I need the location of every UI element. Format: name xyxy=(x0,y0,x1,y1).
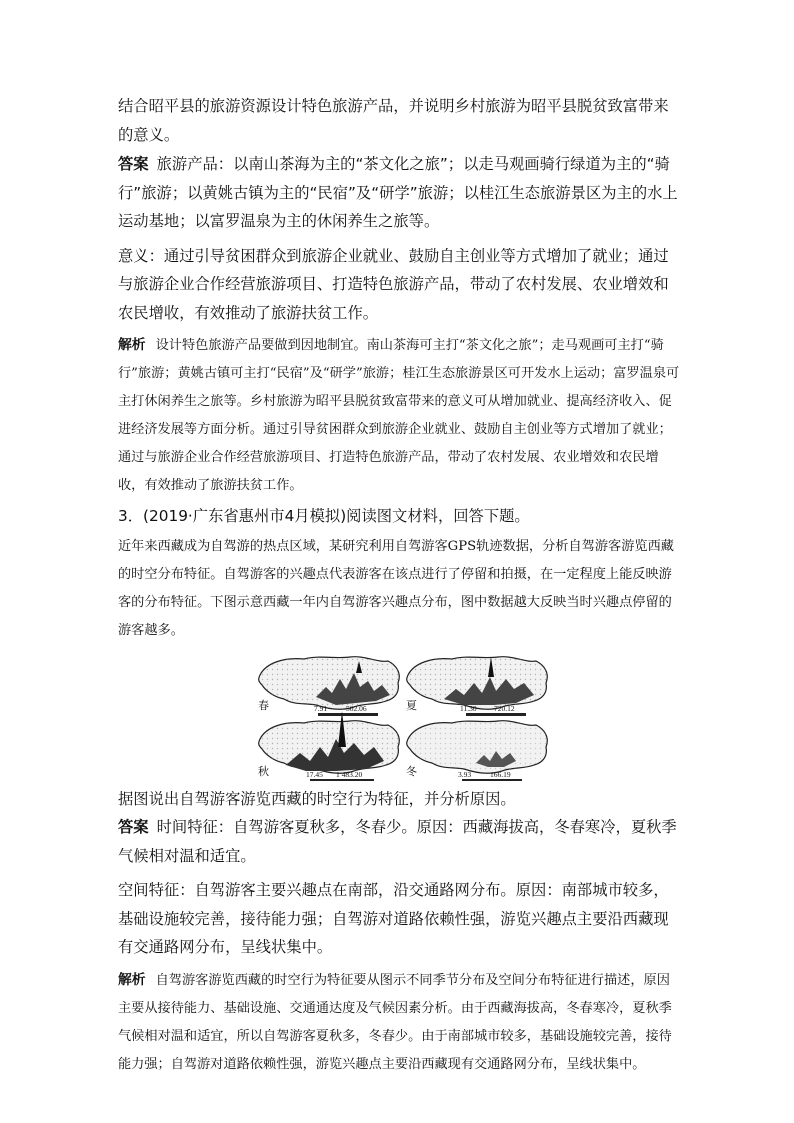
legend-bar xyxy=(318,713,378,716)
q3-question: 据图说出自驾游客游览西藏的时空行为特征，并分析原因。 xyxy=(118,789,516,808)
q2-explanation-text: 设计特色旅游产品要做到因地制宜。南山茶海可主打“茶文化之旅”；走马观画可主打“骑行”旅游；黄姚古镇可主打“民宿”及“研学”旅游；桂江生态旅游景区可开发水上运动；富罗温泉可主打休闲养生之旅等。乡村旅游为昭平县脱贫致富带来的意义可从增加就业、提高经济收入、促进经济发展等方面分析。通过引导贫困群众到旅游企业就业、鼓励自主创业等方式增加了就业；通过与旅游企业合作经营旅游项目、打造特色旅游产品，带动了农村发展、农业增效和农民增收，有效推动了旅游扶贫工作。 xyxy=(118,338,680,493)
q3-answer xyxy=(118,813,683,870)
max-value-spring: 502.06 xyxy=(346,703,367,713)
legend-bar xyxy=(462,779,522,781)
legend-bar xyxy=(310,779,374,781)
season-label-summer: 夏 xyxy=(406,698,417,712)
min-value-summer: 11.30 xyxy=(460,703,477,713)
q2-significance: 意义：通过引导贫困群众到旅游企业就业、鼓励自主创业等方式增加了就业；通过与旅游企业合作经营旅游项目、打造特色旅游产品，带动了农村发展、农业增效和农民增收，有效推动了旅游扶贫工作。 xyxy=(118,246,669,322)
panel-spring xyxy=(258,656,399,715)
q2-answer-label: 答案 xyxy=(118,155,149,173)
q3-material: 近年来西藏成为自驾游的热点区域，某研究利用自驾游客GPS轨迹数据，分析自驾游客游览西藏的时空分布特征。自驾游客的兴趣点代表游客在该点进行了停留和拍摄，在一定程度上能反映游客的分布特征。下图示意西藏一年内自驾游客兴趣点分布，图中数据越大反映当时兴趣点停留的游客越多。 xyxy=(118,538,674,638)
q3-answer-time: 时间特征：自驾游客夏秋多，冬春少。原因：西藏海拔高，冬春寒冷，夏秋季气候相对温和适宜。 xyxy=(118,818,677,865)
min-value-autumn: 17.45 xyxy=(306,769,323,779)
season-label-spring: 春 xyxy=(258,698,269,712)
legend-bar xyxy=(466,713,526,716)
q2-explanation-label: 解析 xyxy=(118,337,146,353)
q2-answer xyxy=(118,150,683,236)
panel-autumn xyxy=(258,711,399,781)
panel-winter xyxy=(406,720,547,780)
q3-heading: 3．(2019·广东省惠州市4月模拟)阅读图文材料，回答下题。 xyxy=(118,507,530,525)
max-value-summer: 720.12 xyxy=(494,703,515,713)
q2-prompt: 结合昭平县的旅游资源设计特色旅游产品，并说明乡村旅游为昭平县脱贫致富带来的意义。 xyxy=(118,97,669,144)
q3-answer-label: 答案 xyxy=(118,818,149,836)
q3-answer-space: 空间特征：自驾游客主要兴趣点在南部，沿交通路网分布。原因：南部城市较多，基础设施较完善，接待能力强；自驾游对道路依赖性强，游览兴趣点主要沿西藏现有交通路网分布，呈线状集中。 xyxy=(118,881,669,956)
min-value-winter: 3.93 xyxy=(458,769,472,779)
max-value-winter: 166.19 xyxy=(490,769,511,779)
q3-explanation-label: 解析 xyxy=(118,971,146,988)
q3-explanation-text: 自驾游客游览西藏的时空行为特征要从图示不同季节分布及空间分布特征进行描述，原因主要从接待能力、基础设施、交通通达度及气候因素分析。由于西藏海拔高，冬春寒冷，夏秋季气候相对温和适宜，所以自驾游客夏秋多，冬春少。由于南部城市较多，基础设施较完善，接待能力强；自驾游对道路依赖性强，游览兴趣点主要沿西藏现有交通路网分布，呈线状集中。 xyxy=(118,972,672,1072)
season-label-autumn: 秋 xyxy=(258,764,269,778)
season-label-winter: 冬 xyxy=(406,764,417,778)
document-page xyxy=(118,92,683,1079)
tibet-interest-point-maps xyxy=(118,651,683,781)
q2-explanation xyxy=(118,331,683,500)
min-value-spring: 7.91 xyxy=(314,703,328,713)
max-value-autumn: 1 483.20 xyxy=(336,769,363,779)
panel-summer xyxy=(406,656,547,715)
season-map-figure xyxy=(118,651,683,781)
q3-explanation xyxy=(118,966,683,1079)
q2-answer-text: 旅游产品：以南山茶海为主的“茶文化之旅”；以走马观画骑行绿道为主的“骑行”旅游；以黄姚古镇为主的“民宿”及“研学”旅游；以桂江生态旅游景区为主的水上运动基地；以富罗温泉为主的休闲养生之旅等。 xyxy=(118,155,678,230)
